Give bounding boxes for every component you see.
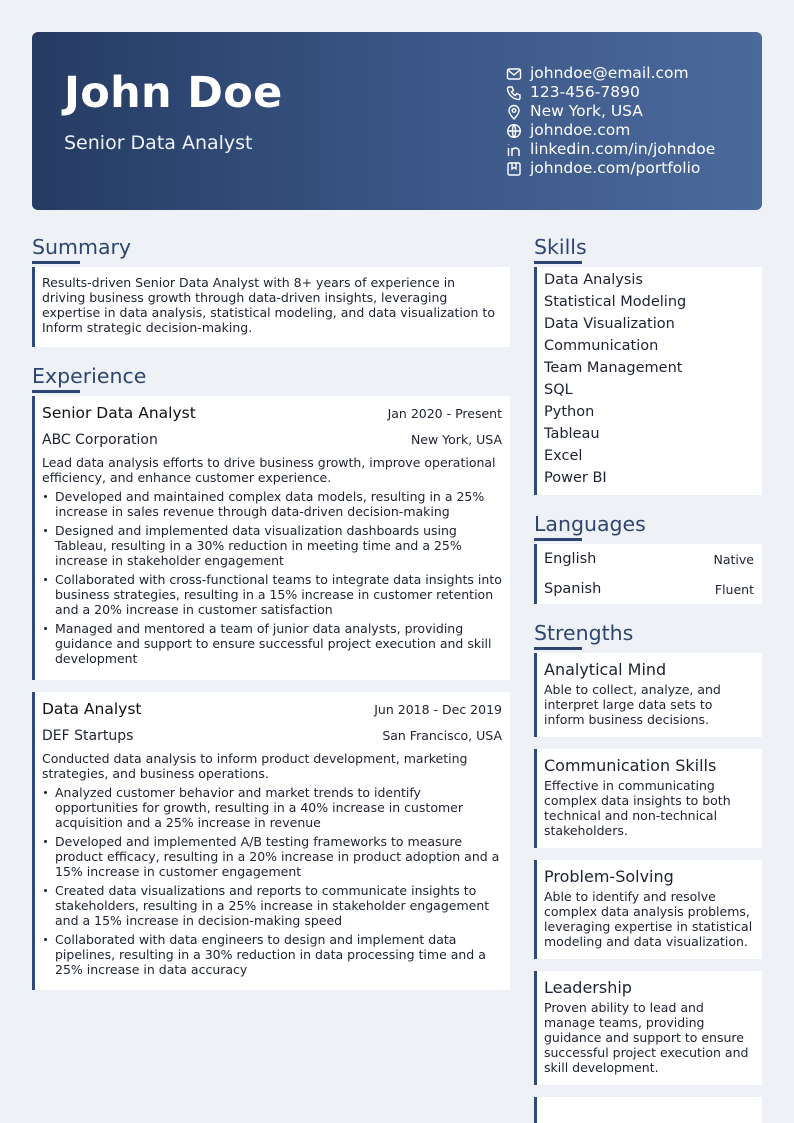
contact-portfolio[interactable] [506, 159, 756, 178]
list-item: Developed and maintained complex data models, resulting in a 25% increase in sales revenue through data-driven decision-making [42, 489, 502, 519]
contact-linkedin-text: linkedin.com/in/johndoe [530, 140, 716, 158]
contact-website-text: johndoe.com [530, 121, 631, 139]
list-item: Collaborated with cross-functional teams to integrate data insights into business strategies, resulting in a 15% increase in customer retention and a 20% increase in customer satisfaction [42, 572, 502, 617]
email-icon [506, 66, 522, 82]
job-description: Conducted data analysis to inform product development, marketing strategies, and business operations. [42, 751, 468, 781]
contact-linkedin[interactable] [506, 140, 756, 159]
job-bullets [42, 489, 502, 666]
strength-description: Proven ability to lead and manage teams, providing guidance and support to ensure successful project execution and skill development. [544, 1000, 749, 1075]
strengths-heading [534, 620, 633, 650]
resume-header [32, 32, 762, 210]
language-name: English [544, 551, 597, 567]
summary-heading-text: Summary [32, 235, 132, 259]
job-dates: Jan 2020 - Present [387, 406, 502, 421]
contact-website[interactable] [506, 121, 756, 140]
strength-description: Able to collect, analyze, and interpret large data sets to inform business decisions. [544, 682, 721, 727]
location-icon [506, 104, 522, 120]
languages-heading [534, 511, 646, 541]
list-item: Collaborated with data engineers to design and implement data pipelines, resulting in a 30% reduction in data processing time and a 25% increase in data accuracy [42, 932, 502, 977]
skills-heading-text: Skills [534, 235, 587, 259]
contact-portfolio-text: johndoe.com/portfolio [530, 159, 701, 177]
experience-heading [32, 363, 146, 393]
skill-item: Communication [544, 338, 659, 354]
strengths-heading-text: Strengths [534, 621, 634, 645]
skill-item: Data Visualization [544, 316, 675, 332]
job-dates: Jun 2018 - Dec 2019 [374, 702, 502, 717]
language-level: Fluent [714, 581, 754, 597]
portfolio-icon [506, 161, 522, 177]
skills-heading [534, 234, 587, 264]
skills-card [534, 267, 762, 495]
heading-underline [534, 647, 582, 650]
list-item: Developed and implemented A/B testing frameworks to measure product efficacy, resulting in a 20% increase in product adoption and a 15% increase in customer engagement [42, 834, 502, 879]
list-item: Created data visualizations and reports to communicate insights to stakeholders, resulting in a 25% increase in stakeholder engagement and a 15% increase in decision-making speed [42, 883, 502, 928]
job-bullets [42, 785, 502, 977]
strength-card [534, 971, 762, 1085]
job-description: Lead data analysis efforts to drive business growth, improve operational efficiency, and enhance customer experience. [42, 455, 496, 485]
skill-item: Team Management [544, 360, 683, 376]
contact-list [506, 64, 756, 178]
contact-email-text: johndoe@email.com [530, 64, 689, 82]
contact-phone-text: 123-456-7890 [530, 83, 640, 101]
candidate-name: John Doe [64, 68, 283, 118]
list-item: Managed and mentored a team of junior data analysts, providing guidance and support to ensure successful project execution and skill development [42, 621, 502, 666]
strength-card [534, 653, 762, 737]
strength-description: Able to identify and resolve complex data analysis problems, leveraging expertise in statistical modeling and data visualization. [544, 889, 753, 949]
heading-underline [534, 261, 582, 264]
skill-item: Tableau [544, 426, 600, 442]
language-name: Spanish [544, 581, 602, 597]
job-card [32, 396, 510, 680]
heading-underline [534, 538, 582, 541]
experience-heading-text: Experience [32, 364, 147, 388]
phone-icon [506, 85, 522, 101]
languages-card [534, 544, 762, 604]
list-item: Analyzed customer behavior and market trends to identify opportunities for growth, resulting in a 40% increase in customer acquisition and a 25% increase in revenue [42, 785, 502, 830]
job-company: ABC Corporation [42, 432, 158, 448]
skill-item: SQL [544, 382, 573, 398]
summary-card [32, 267, 510, 347]
heading-underline [32, 390, 80, 393]
job-location: New York, USA [410, 432, 502, 447]
job-card [32, 692, 510, 990]
strength-title: Analytical Mind [544, 660, 667, 679]
skill-item: Data Analysis [544, 272, 643, 288]
job-location: San Francisco, USA [382, 728, 502, 743]
skill-item: Excel [544, 448, 583, 464]
job-company: DEF Startups [42, 728, 134, 744]
strength-card [534, 860, 762, 959]
skill-item: Python [544, 404, 595, 420]
language-row [544, 574, 754, 604]
list-item: Designed and implemented data visualization dashboards using Tableau, resulting in a 30% reduction in meeting time and a 25% increase in stakeholder engagement [42, 523, 502, 568]
linkedin-icon [506, 142, 522, 158]
language-row [544, 544, 754, 574]
summary-heading [32, 234, 131, 264]
globe-icon [506, 123, 522, 139]
candidate-title: Senior Data Analyst [64, 132, 253, 154]
job-title: Senior Data Analyst [42, 404, 196, 422]
skill-item: Power BI [544, 470, 607, 486]
job-title: Data Analyst [42, 700, 142, 718]
contact-email[interactable] [506, 64, 756, 83]
strength-description: Effective in communicating complex data insights to both technical and non-technical stakeholders. [544, 778, 731, 838]
strength-title: Communication Skills [544, 756, 717, 775]
contact-phone[interactable] [506, 83, 756, 102]
strength-card [534, 749, 762, 848]
languages-heading-text: Languages [534, 512, 646, 536]
strength-title: Problem-Solving [544, 867, 674, 886]
summary-text: Results-driven Senior Data Analyst with 8+ years of experience in driving business growth through data-driven insights, leveraging expertise in data analysis, statistical modeling, and data visualization to Inform strategic decision-making. [42, 275, 495, 335]
strength-title: Leadership [544, 978, 632, 997]
skill-item: Statistical Modeling [544, 294, 687, 310]
contact-location [506, 102, 756, 121]
contact-location-text: New York, USA [530, 102, 643, 120]
heading-underline [32, 261, 80, 264]
language-level: Native [713, 551, 754, 567]
strength-card-partial [534, 1097, 762, 1123]
